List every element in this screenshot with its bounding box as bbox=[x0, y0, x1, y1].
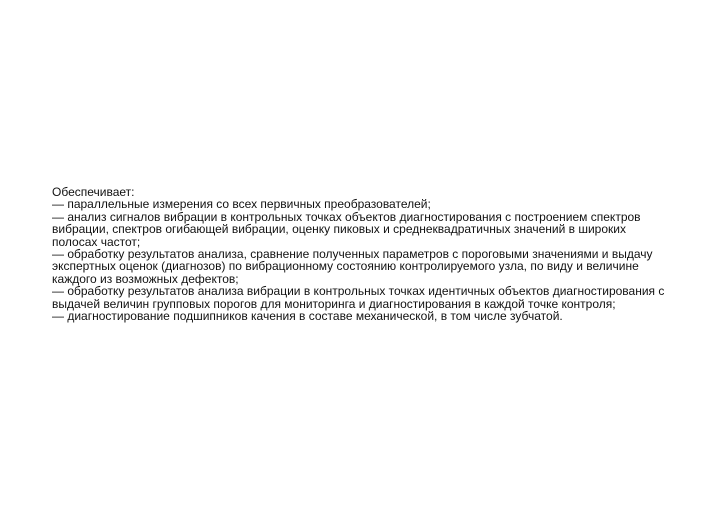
heading-text: Обеспечивает: bbox=[52, 185, 135, 199]
list-item: — параллельные измерения со всех первичных преобразователей; bbox=[52, 197, 431, 212]
document-body bbox=[52, 186, 672, 322]
list-item: — анализ сигналов вибрации в контрольных точках объектов диагностирования с построением спектров вибрации, спектров огибающей вибрации, оценку пиковых и среднеквадратичных значений в широких полосах частот; bbox=[52, 209, 641, 249]
list-item: — обработку результатов анализа вибрации в контрольных точках идентичных объектов диагностирования с выдачей величин групповых порогов для мониторинга и диагностирования в каждой точке контроля; bbox=[52, 284, 665, 311]
list-item: — диагностирование подшипников качения в составе механической, в том числе зубчатой. bbox=[52, 309, 563, 324]
list-item: — обработку результатов анализа, сравнение полученных параметров с пороговыми значениями и выдачу экспертных оценок (диагнозов) по вибрационному состоянию контролируемого узла, по виду и величине каждого из возможных дефектов; bbox=[52, 247, 653, 286]
